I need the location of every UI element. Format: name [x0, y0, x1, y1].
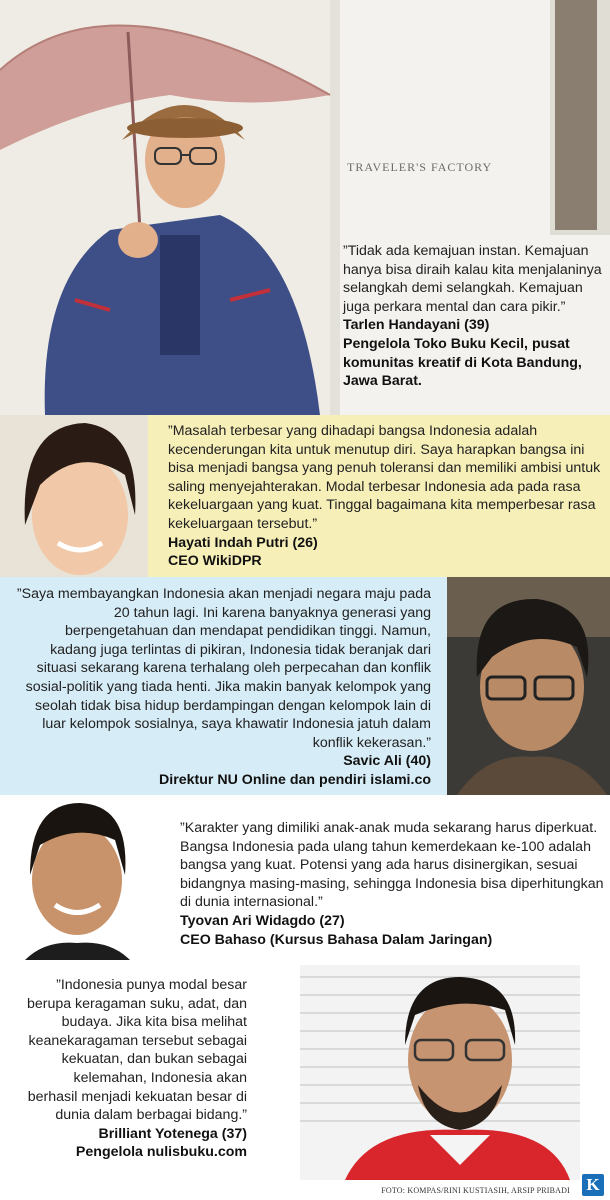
- store-sign: TRAVELER'S FACTORY: [347, 160, 493, 174]
- person-name: Tarlen Handayani (39): [343, 317, 490, 334]
- quote-text: ”Karakter yang dimiliki anak-anak muda sekarang harus diperkuat. Bangsa Indonesia pada ulang tahun kemerdekaan ke-100 adalah bangsa yang kuat. Potensi yang ada harus disinergikan, sesuai bidangnya masing-masing, sehingga Indonesia bisa diperhitungkan di dunia internasional.”: [180, 820, 604, 911]
- person-role: CEO WikiDPR: [168, 553, 262, 570]
- profile-section-4: [0, 795, 610, 960]
- photo-credit: FOTO: KOMPAS/RINI KUSTIASIH, ARSIP PRIBADI: [381, 1186, 570, 1195]
- person-name: Savic Ali (40): [343, 753, 431, 770]
- profile-photo-savic: [447, 577, 610, 795]
- person-role: CEO Bahaso (Kursus Bahasa Dalam Jaringan): [180, 931, 493, 948]
- quote-block-2: [168, 422, 604, 571]
- person-role: Pengelola nulisbuku.com: [75, 1144, 247, 1161]
- door-edge-decoration: [550, 0, 610, 235]
- man-with-glasses-image: [447, 577, 610, 795]
- person-role: Pengelola Toko Buku Kecil, pusat komunitas kreatif di Kota Bandung, Jawa Barat.: [343, 335, 582, 390]
- profile-photo-hayati: [0, 415, 148, 577]
- profile-photo-brilliant: [300, 965, 580, 1180]
- smiling-young-man-image: [15, 795, 140, 960]
- smiling-woman-image: [0, 415, 148, 577]
- quote-block-5: [20, 976, 247, 1162]
- profile-photo-tarlen: [0, 0, 340, 415]
- person-role: Direktur NU Online dan pendiri islami.co: [159, 771, 431, 788]
- person-name: Brilliant Yotenega (37): [98, 1125, 247, 1142]
- quote-block-1: [343, 242, 605, 391]
- person-with-umbrella-image: [0, 0, 340, 415]
- profile-section-1: [0, 0, 610, 415]
- quote-text: ”Indonesia punya modal besar berupa keragaman suku, adat, dan budaya. Jika kita bisa melihat keanekaragaman tersebut sebagai kekuatan, dan bukan sebagai kelemahan, Indonesia akan berhasil menjadi kekuatan besar di dunia dalam berbagai bidang.”: [26, 977, 247, 1124]
- person-name: Hayati Indah Putri (26): [168, 534, 318, 551]
- bearded-man-with-glasses-image: [300, 965, 580, 1180]
- profile-section-5: [0, 960, 610, 1200]
- quote-block-4: [180, 819, 605, 949]
- profile-photo-tyovan: [15, 795, 140, 960]
- person-name: Tyovan Ari Widagdo (27): [180, 912, 345, 929]
- quote-text: ”Masalah terbesar yang dihadapi bangsa Indonesia adalah kecenderungan kita untuk menutup diri. Saya harapkan bangsa ini bisa menjadi bangsa yang penuh toleransi dan memiliki ambisi untuk saling menyejahterakan. Modal terbesar Indonesia ada pada rasa kekeluargaan yang kuat. Tinggal bagaimana kita memperbesar rasa kekeluargaan tersebut.”: [168, 423, 601, 532]
- profile-section-3: [0, 577, 610, 795]
- quote-text: ”Saya membayangkan Indonesia akan menjadi negara maju pada 20 tahun lagi. Ini karena banyaknya generasi yang berpengetahuan dan mendapat pendidikan tinggi. Namun, kadang juga terlintas di pikiran, Indonesia tidak beranjak dari situasi sekarang karena terhalang oleh perpecahan dan konflik sosial-politik yang tiada henti. Jika makin banyak kelompok yang seolah tidak bisa hidup berdampingan dengan kelompok lain di luar kelompok sosialnya, saya khawatir Indonesia jatuh dalam konflik kekerasan.”: [16, 586, 431, 751]
- quote-text: ”Tidak ada kemajuan instan. Kemajuan hanya bisa diraih kalau kita menjalaninya selangkah demi selangkah. Kemajuan juga perkara mental dan cara pikir.”: [343, 243, 602, 315]
- profile-section-2: [0, 415, 610, 577]
- kompas-logo: K: [582, 1174, 604, 1196]
- quote-block-3: [15, 585, 431, 790]
